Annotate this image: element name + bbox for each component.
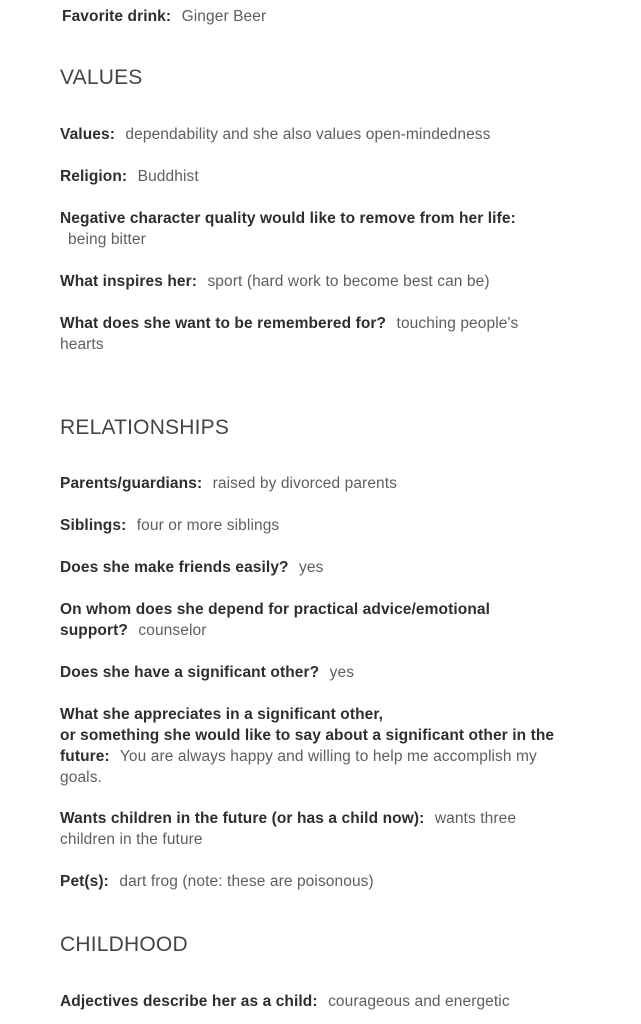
field-friends-easily — [60, 557, 323, 578]
field-significant-other — [60, 662, 354, 683]
field-value-line2: hearts — [60, 336, 104, 353]
field-label: Favorite drink: — [62, 8, 172, 25]
field-label: Does she have a significant other? — [60, 664, 320, 681]
field-label: Negative character quality would like to remove from her life: — [60, 210, 516, 227]
field-value: four or more siblings — [136, 517, 280, 534]
section-title-relationships: RELATIONSHIPS — [60, 416, 230, 439]
field-siblings — [60, 515, 279, 536]
field-value-line1: touching people's — [396, 315, 519, 332]
field-value: dart frog (note: these are poisonous) — [119, 873, 374, 890]
field-label-line2: or something she would like to say about a significant other in the — [60, 727, 555, 744]
field-label: Values: — [60, 126, 115, 143]
field-value: counselor — [138, 622, 207, 639]
field-label-line1: What she appreciates in a significant other, — [60, 706, 384, 723]
field-appreciates — [60, 704, 630, 788]
field-remembered-for — [60, 313, 620, 355]
field-negative-quality — [60, 208, 620, 250]
field-value-line2: goals. — [60, 769, 102, 786]
field-value: Ginger Beer — [181, 8, 267, 25]
field-label: Wants children in the future (or has a child now): — [60, 810, 425, 827]
field-value: being bitter — [68, 231, 146, 248]
field-label: Parents/guardians: — [60, 475, 203, 492]
field-label: Does she make friends easily? — [60, 559, 289, 576]
field-religion — [60, 166, 199, 187]
field-value-line1: You are always happy and willing to help me accomplish my — [119, 748, 537, 765]
field-value: dependability and she also values open-mindedness — [125, 126, 491, 143]
field-value: sport (hard work to become best can be) — [207, 273, 490, 290]
field-value: yes — [299, 559, 324, 576]
field-label: Adjectives describe her as a child: — [60, 993, 318, 1010]
field-value-line2: children in the future — [60, 831, 203, 848]
field-value-line1: wants three — [434, 810, 517, 827]
field-value: courageous and energetic — [328, 993, 510, 1010]
section-title-childhood: CHILDHOOD — [60, 933, 188, 956]
field-label: What does she want to be remembered for? — [60, 315, 387, 332]
field-children — [60, 808, 620, 850]
field-label-line1: On whom does she depend for practical advice/emotional — [60, 601, 491, 618]
field-values — [60, 124, 491, 145]
field-label: Siblings: — [60, 517, 127, 534]
field-value: Buddhist — [137, 168, 199, 185]
field-label: Religion: — [60, 168, 128, 185]
field-adjectives-child — [60, 991, 510, 1012]
field-parents — [60, 473, 397, 494]
field-value: yes — [329, 664, 355, 681]
field-label-line3: future: — [60, 748, 110, 765]
field-favorite-drink — [62, 6, 266, 27]
field-depend-on — [60, 599, 620, 641]
field-inspires — [60, 271, 490, 292]
field-label-line2: support? — [60, 622, 128, 639]
field-label: What inspires her: — [60, 273, 198, 290]
section-title-values: VALUES — [60, 66, 143, 89]
field-value: raised by divorced parents — [212, 475, 398, 492]
field-label: Pet(s): — [60, 873, 109, 890]
field-pets — [60, 871, 374, 892]
